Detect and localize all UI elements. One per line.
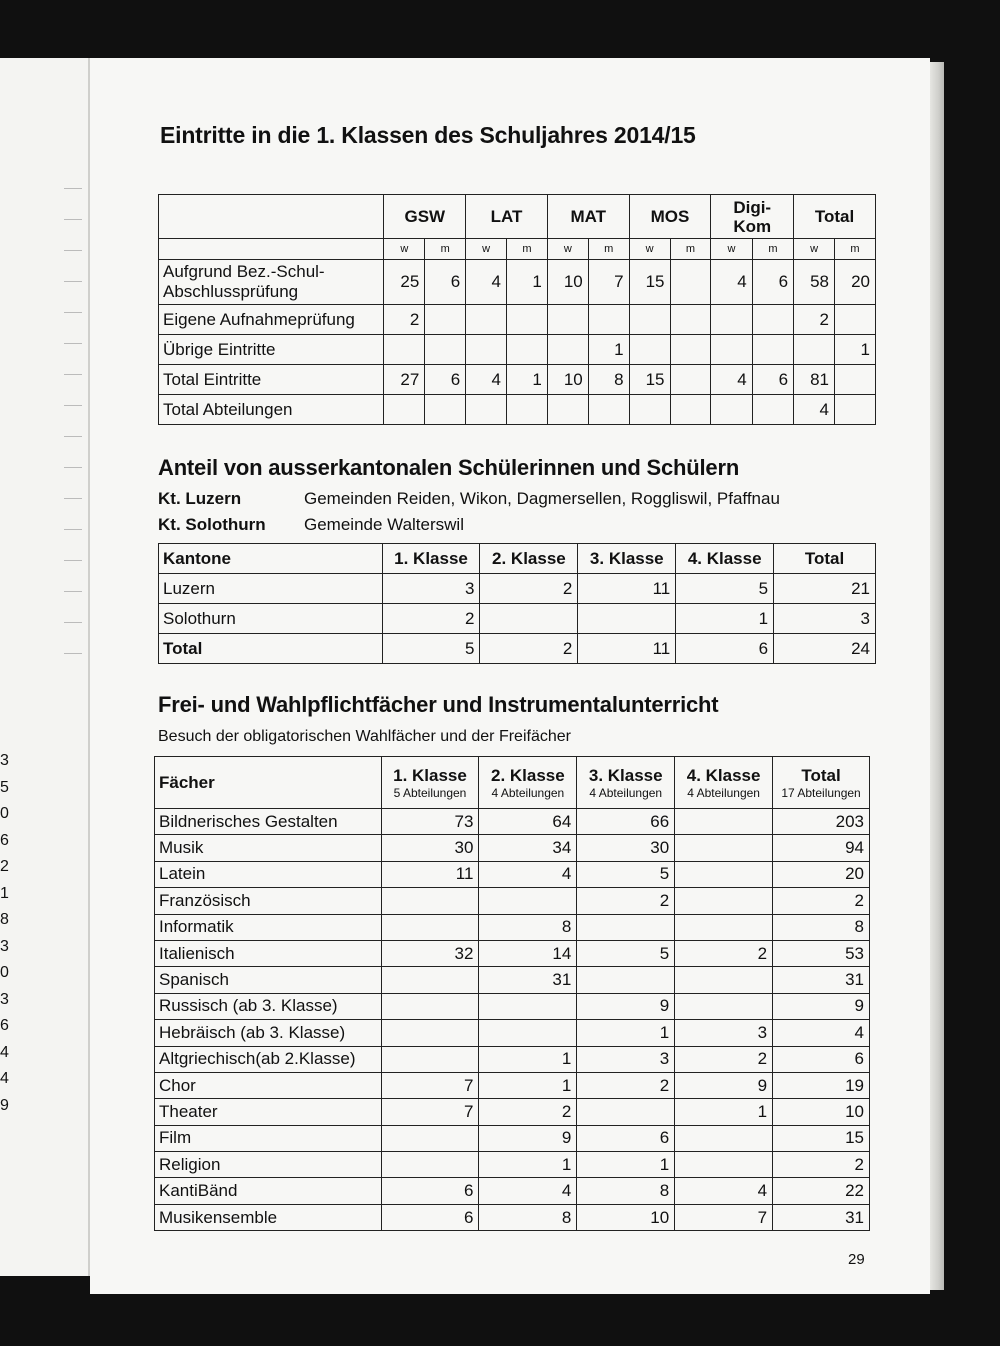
- value-cell: 20: [773, 861, 870, 887]
- column-sub: 4 Abteilungen: [687, 785, 760, 800]
- row-label: Latein: [155, 861, 382, 887]
- info-value: Gemeinden Reiden, Wikon, Dagmersellen, Roggliswil, Pfaffnau: [304, 489, 780, 508]
- page-number: 29: [848, 1251, 865, 1268]
- value-cell: 1: [676, 604, 774, 634]
- value-cell: 8: [773, 914, 870, 940]
- value-cell: 1: [577, 1020, 675, 1046]
- value-cell: 2: [480, 634, 578, 664]
- value-cell: 6: [752, 365, 793, 395]
- entries-row: [159, 395, 876, 425]
- left-page-edge: [0, 58, 90, 1276]
- value-cell: [670, 260, 711, 305]
- row-label: Total Eintritte: [159, 365, 384, 395]
- value-cell: 3: [382, 574, 480, 604]
- value-cell: 1: [588, 335, 629, 365]
- value-cell: 7: [381, 1099, 479, 1125]
- value-cell: [381, 1125, 479, 1151]
- value-cell: [794, 335, 835, 365]
- left-page-number: 5: [0, 778, 9, 796]
- value-cell: [466, 305, 507, 335]
- value-cell: 6: [425, 365, 466, 395]
- row-label: Informatik: [155, 914, 382, 940]
- cantons-row: [159, 604, 876, 634]
- value-cell: 31: [479, 967, 577, 993]
- value-cell: 9: [773, 993, 870, 1019]
- value-cell: 2: [675, 940, 773, 966]
- gender-subheader: w: [794, 239, 835, 260]
- value-cell: [675, 967, 773, 993]
- subjects-row: [155, 1152, 870, 1178]
- value-cell: 2: [480, 574, 578, 604]
- left-page-number: 9: [0, 1096, 9, 1114]
- value-cell: 6: [381, 1204, 479, 1230]
- value-cell: 2: [773, 1152, 870, 1178]
- subjects-row: [155, 888, 870, 914]
- info-solothurn: [158, 515, 464, 535]
- value-cell: 66: [577, 809, 675, 835]
- gender-subheader: w: [384, 239, 425, 260]
- value-cell: 2: [794, 305, 835, 335]
- subjects-table: [154, 756, 870, 1231]
- value-cell: [381, 914, 479, 940]
- value-cell: 4: [711, 260, 752, 305]
- gender-subheader: m: [507, 239, 548, 260]
- gender-subheader: m: [588, 239, 629, 260]
- value-cell: [752, 395, 793, 425]
- row-label: Italienisch: [155, 940, 382, 966]
- value-cell: [675, 1125, 773, 1151]
- cantons-header: Total: [774, 544, 876, 574]
- value-cell: 4: [675, 1178, 773, 1204]
- value-cell: 6: [425, 260, 466, 305]
- value-cell: [577, 967, 675, 993]
- value-cell: 10: [547, 260, 588, 305]
- value-cell: [480, 604, 578, 634]
- value-cell: 19: [773, 1072, 870, 1098]
- value-cell: 1: [507, 365, 548, 395]
- column-sub: 17 Abteilungen: [781, 785, 861, 800]
- column-name: 4. Klasse: [686, 765, 761, 785]
- value-cell: 8: [588, 365, 629, 395]
- value-cell: 58: [794, 260, 835, 305]
- value-cell: 1: [479, 1072, 577, 1098]
- value-cell: 3: [577, 1046, 675, 1072]
- subjects-row: [155, 1072, 870, 1098]
- value-cell: 6: [676, 634, 774, 664]
- value-cell: 4: [773, 1020, 870, 1046]
- cantons-table: [158, 543, 876, 664]
- value-cell: 22: [773, 1178, 870, 1204]
- value-cell: [384, 335, 425, 365]
- left-page-table-edge: [64, 158, 82, 654]
- row-label: KantiBänd: [155, 1178, 382, 1204]
- value-cell: 11: [578, 634, 676, 664]
- value-cell: [381, 967, 479, 993]
- column-sub: 5 Abteilungen: [393, 785, 467, 800]
- left-page-numbers: [0, 748, 9, 1119]
- value-cell: 31: [773, 967, 870, 993]
- value-cell: 32: [381, 940, 479, 966]
- document-page: [90, 58, 930, 1294]
- value-cell: 2: [577, 1072, 675, 1098]
- subjects-column-header: [381, 757, 479, 809]
- value-cell: [588, 395, 629, 425]
- value-cell: 1: [835, 335, 876, 365]
- value-cell: 21: [774, 574, 876, 604]
- group-header: Digi-Kom: [711, 195, 794, 239]
- value-cell: [547, 395, 588, 425]
- value-cell: [752, 335, 793, 365]
- value-cell: 53: [773, 940, 870, 966]
- value-cell: 1: [507, 260, 548, 305]
- row-label: Film: [155, 1125, 382, 1151]
- row-label: Total: [159, 634, 383, 664]
- value-cell: 30: [577, 835, 675, 861]
- value-cell: [675, 888, 773, 914]
- subjects-column-header: [773, 757, 870, 809]
- entries-row: [159, 260, 876, 305]
- value-cell: 11: [381, 861, 479, 887]
- gender-subheader: m: [752, 239, 793, 260]
- value-cell: 1: [479, 1046, 577, 1072]
- value-cell: 30: [381, 835, 479, 861]
- value-cell: [425, 395, 466, 425]
- info-luzern: [158, 489, 780, 509]
- left-page-number: 4: [0, 1070, 9, 1087]
- value-cell: 10: [577, 1204, 675, 1230]
- value-cell: 4: [794, 395, 835, 425]
- subjects-row: [155, 835, 870, 861]
- info-key: Kt. Solothurn: [158, 515, 266, 534]
- value-cell: [675, 835, 773, 861]
- value-cell: [479, 1020, 577, 1046]
- left-page-number: 3: [0, 990, 9, 1008]
- left-page-number: 0: [0, 805, 9, 822]
- value-cell: 4: [479, 1178, 577, 1204]
- value-cell: [381, 1046, 479, 1072]
- value-cell: [711, 335, 752, 365]
- value-cell: 1: [479, 1152, 577, 1178]
- value-cell: [670, 365, 711, 395]
- subjects-header-label: Fächer: [155, 757, 382, 809]
- gender-subheader: m: [670, 239, 711, 260]
- value-cell: 5: [676, 574, 774, 604]
- value-cell: [578, 604, 676, 634]
- value-cell: 4: [466, 260, 507, 305]
- cantons-header: 3. Klasse: [578, 544, 676, 574]
- cantons-header: 4. Klasse: [676, 544, 774, 574]
- subjects-column-header: [577, 757, 675, 809]
- value-cell: [835, 395, 876, 425]
- subjects-row: [155, 809, 870, 835]
- value-cell: [752, 305, 793, 335]
- value-cell: 2: [479, 1099, 577, 1125]
- value-cell: 2: [384, 305, 425, 335]
- value-cell: 6: [577, 1125, 675, 1151]
- group-header: MOS: [629, 195, 711, 239]
- subjects-row: [155, 861, 870, 887]
- value-cell: [711, 305, 752, 335]
- row-label: Luzern: [159, 574, 383, 604]
- value-cell: 10: [547, 365, 588, 395]
- value-cell: 6: [752, 260, 793, 305]
- value-cell: [577, 914, 675, 940]
- row-label: Bildnerisches Gestalten: [155, 809, 382, 835]
- left-page-number: 3: [0, 752, 9, 769]
- value-cell: [507, 335, 548, 365]
- value-cell: 9: [479, 1125, 577, 1151]
- cantons-header: 1. Klasse: [382, 544, 480, 574]
- value-cell: 5: [577, 940, 675, 966]
- subjects-row: [155, 1178, 870, 1204]
- value-cell: 10: [773, 1099, 870, 1125]
- left-page-number: 2: [0, 858, 9, 875]
- value-cell: 64: [479, 809, 577, 835]
- left-page-number: 6: [0, 831, 9, 849]
- entries-subheader-row: [159, 239, 876, 260]
- value-cell: [384, 395, 425, 425]
- column-sub: 4 Abteilungen: [589, 785, 663, 800]
- gender-subheader: w: [547, 239, 588, 260]
- value-cell: 73: [381, 809, 479, 835]
- column-name: 1. Klasse: [393, 765, 467, 785]
- section3-title: Frei- und Wahlpflichtfächer und Instrumentalunterricht: [158, 692, 719, 717]
- row-label: Musikensemble: [155, 1204, 382, 1230]
- value-cell: 3: [774, 604, 876, 634]
- value-cell: 5: [577, 861, 675, 887]
- row-label: Religion: [155, 1152, 382, 1178]
- entries-row: [159, 365, 876, 395]
- value-cell: 2: [675, 1046, 773, 1072]
- value-cell: [425, 335, 466, 365]
- group-header: MAT: [547, 195, 629, 239]
- gender-subheader: w: [629, 239, 670, 260]
- value-cell: 1: [577, 1152, 675, 1178]
- value-cell: 31: [773, 1204, 870, 1230]
- row-label: Solothurn: [159, 604, 383, 634]
- value-cell: 4: [711, 365, 752, 395]
- value-cell: [466, 395, 507, 425]
- subjects-row: [155, 993, 870, 1019]
- value-cell: [835, 305, 876, 335]
- value-cell: 2: [773, 888, 870, 914]
- value-cell: [507, 395, 548, 425]
- value-cell: 7: [588, 260, 629, 305]
- left-page-number: 1: [0, 884, 9, 902]
- value-cell: 7: [675, 1204, 773, 1230]
- cantons-row: [159, 574, 876, 604]
- value-cell: 8: [577, 1178, 675, 1204]
- value-cell: [629, 305, 670, 335]
- value-cell: [381, 993, 479, 1019]
- entries-corner: [159, 195, 384, 239]
- cantons-header-row: [159, 544, 876, 574]
- left-page-number: 8: [0, 911, 9, 928]
- value-cell: [577, 1099, 675, 1125]
- row-label: Russisch (ab 3. Klasse): [155, 993, 382, 1019]
- gender-subheader: m: [425, 239, 466, 260]
- gender-subheader: w: [466, 239, 507, 260]
- value-cell: [675, 809, 773, 835]
- value-cell: [507, 305, 548, 335]
- value-cell: [711, 395, 752, 425]
- value-cell: 1: [675, 1099, 773, 1125]
- subjects-row: [155, 1046, 870, 1072]
- value-cell: 81: [794, 365, 835, 395]
- value-cell: [675, 914, 773, 940]
- column-name: 2. Klasse: [491, 765, 565, 785]
- row-label: Französisch: [155, 888, 382, 914]
- section1-title: Eintritte in die 1. Klassen des Schuljahres 2014/15: [160, 122, 696, 148]
- row-label: Musik: [155, 835, 382, 861]
- value-cell: [629, 395, 670, 425]
- value-cell: [425, 305, 466, 335]
- value-cell: [466, 335, 507, 365]
- row-label: Altgriechisch(ab 2.Klasse): [155, 1046, 382, 1072]
- value-cell: 4: [479, 861, 577, 887]
- value-cell: 8: [479, 914, 577, 940]
- section2-title: Anteil von ausserkantonalen Schülerinnen und Schülern: [158, 455, 740, 480]
- value-cell: [675, 993, 773, 1019]
- value-cell: [670, 335, 711, 365]
- row-label: Chor: [155, 1072, 382, 1098]
- value-cell: 15: [629, 260, 670, 305]
- value-cell: 25: [384, 260, 425, 305]
- value-cell: [670, 305, 711, 335]
- value-cell: 94: [773, 835, 870, 861]
- row-label: Übrige Eintritte: [159, 335, 384, 365]
- group-header: GSW: [384, 195, 466, 239]
- value-cell: [675, 861, 773, 887]
- left-page-number: 6: [0, 1017, 9, 1034]
- column-sub: 4 Abteilungen: [491, 785, 565, 800]
- left-page-number: 4: [0, 1043, 9, 1061]
- value-cell: 203: [773, 809, 870, 835]
- value-cell: 2: [577, 888, 675, 914]
- row-label: Total Abteilungen: [159, 395, 384, 425]
- gender-subheader: m: [835, 239, 876, 260]
- cantons-row: [159, 634, 876, 664]
- value-cell: 24: [774, 634, 876, 664]
- value-cell: 9: [675, 1072, 773, 1098]
- value-cell: [547, 305, 588, 335]
- subjects-row: [155, 1099, 870, 1125]
- row-label: Aufgrund Bez.-Schul-Abschlussprüfung: [159, 260, 384, 305]
- entries-row: [159, 335, 876, 365]
- value-cell: 2: [382, 604, 480, 634]
- value-cell: [479, 993, 577, 1019]
- value-cell: [588, 305, 629, 335]
- left-page-number: 3: [0, 937, 9, 955]
- cantons-header: Kantone: [159, 544, 383, 574]
- value-cell: 3: [675, 1020, 773, 1046]
- subheader-empty: [159, 239, 384, 260]
- value-cell: 6: [381, 1178, 479, 1204]
- row-label: Eigene Aufnahmeprüfung: [159, 305, 384, 335]
- left-page-number: 0: [0, 964, 9, 981]
- group-header: LAT: [466, 195, 548, 239]
- subjects-row: [155, 914, 870, 940]
- value-cell: 27: [384, 365, 425, 395]
- row-label: Hebräisch (ab 3. Klasse): [155, 1020, 382, 1046]
- value-cell: [381, 1152, 479, 1178]
- info-value: Gemeinde Walterswil: [304, 515, 464, 534]
- value-cell: 5: [382, 634, 480, 664]
- value-cell: [670, 395, 711, 425]
- value-cell: 20: [835, 260, 876, 305]
- page-stack-edge: [930, 62, 944, 1290]
- column-name: 3. Klasse: [588, 765, 663, 785]
- value-cell: [381, 888, 479, 914]
- value-cell: 34: [479, 835, 577, 861]
- row-label: Theater: [155, 1099, 382, 1125]
- cantons-header: 2. Klasse: [480, 544, 578, 574]
- value-cell: [547, 335, 588, 365]
- value-cell: 15: [773, 1125, 870, 1151]
- value-cell: [675, 1152, 773, 1178]
- value-cell: 15: [629, 365, 670, 395]
- subjects-row: [155, 1125, 870, 1151]
- row-label: Spanisch: [155, 967, 382, 993]
- entries-group-header: [159, 195, 876, 239]
- subjects-row: [155, 1020, 870, 1046]
- column-name: Total: [801, 765, 841, 785]
- value-cell: [381, 1020, 479, 1046]
- value-cell: 14: [479, 940, 577, 966]
- entries-table: [158, 194, 876, 425]
- info-key: Kt. Luzern: [158, 489, 242, 508]
- gender-subheader: w: [711, 239, 752, 260]
- value-cell: 6: [773, 1046, 870, 1072]
- subjects-row: [155, 940, 870, 966]
- value-cell: 4: [466, 365, 507, 395]
- value-cell: [835, 365, 876, 395]
- value-cell: 7: [381, 1072, 479, 1098]
- section3-description: Besuch der obligatorischen Wahlfächer und der Freifächer: [158, 728, 571, 745]
- value-cell: [479, 888, 577, 914]
- subjects-row: [155, 967, 870, 993]
- entries-row: [159, 305, 876, 335]
- value-cell: 11: [578, 574, 676, 604]
- subjects-header-row: [155, 757, 870, 809]
- value-cell: [629, 335, 670, 365]
- subjects-column-header: [479, 757, 577, 809]
- value-cell: 9: [577, 993, 675, 1019]
- subjects-row: [155, 1204, 870, 1230]
- value-cell: 8: [479, 1204, 577, 1230]
- subjects-column-header: [675, 757, 773, 809]
- group-header: Total: [794, 195, 876, 239]
